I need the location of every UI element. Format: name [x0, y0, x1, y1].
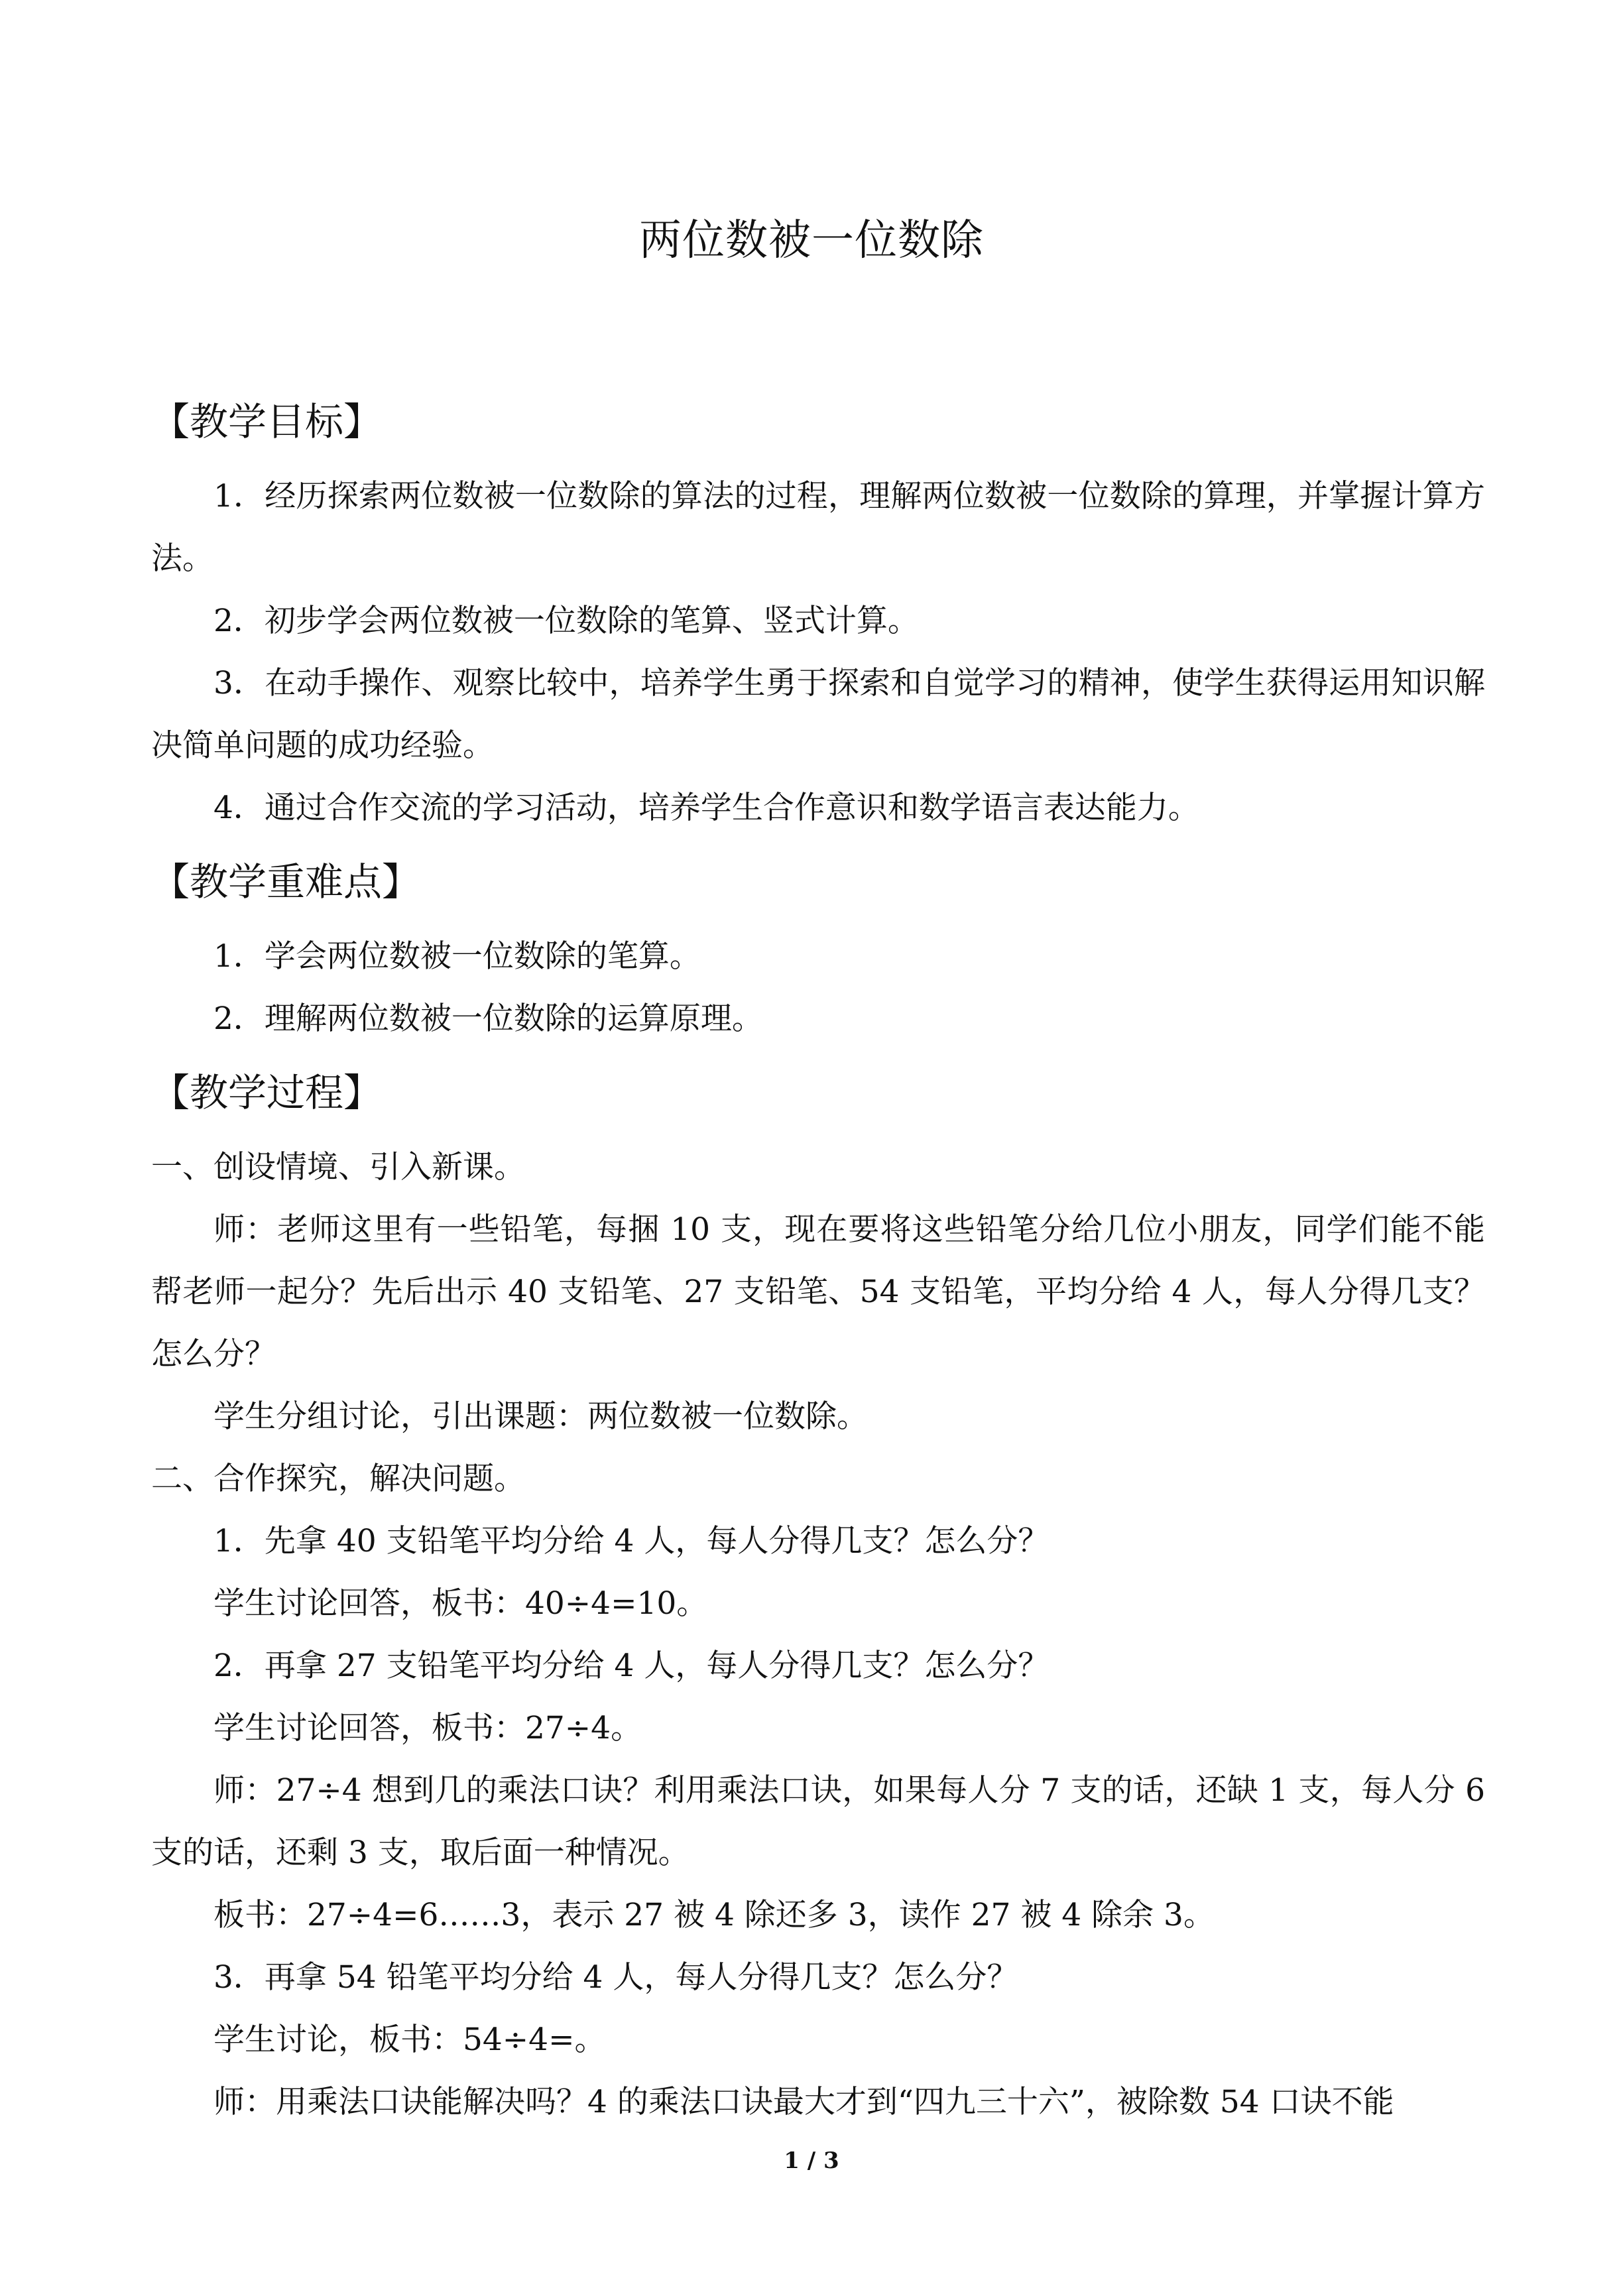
- process-paragraph: 学生分组讨论，引出课题：两位数被一位数除。: [213, 1398, 868, 1435]
- document-body: [151, 389, 1485, 2134]
- section-heading-keypoints: 【教学重难点】: [151, 859, 421, 904]
- process-paragraph: 师：27÷4 想到几的乘法口诀？利用乘法口诀，如果每人分 7 支的话，还缺 1 支，每人分 6 支的话，还剩 3 支，取后面一种情况。: [151, 1772, 1485, 1871]
- process-paragraph: 2．再拿 27 支铅笔平均分给 4 人，每人分得几支？怎么分？: [213, 1648, 1050, 1684]
- section-heading-process: 【教学过程】: [151, 1070, 383, 1115]
- process-paragraph: 3．再拿 54 铅笔平均分给 4 人，每人分得几支？怎么分？: [213, 1959, 1018, 1996]
- goal-item: 3．在动手操作、观察比较中，培养学生勇于探索和自觉学习的精神，使学生获得运用知识解决简单问题的成功经验。: [151, 665, 1485, 764]
- document-title: 两位数被一位数除: [639, 216, 984, 265]
- section-heading-goals: 【教学目标】: [151, 399, 383, 444]
- page-number: 1 / 3: [784, 2147, 839, 2174]
- goal-item: 1．经历探索两位数被一位数除的算法的过程，理解两位数被一位数除的算理，并掌握计算方法。: [151, 478, 1485, 577]
- process-part-title: 一、创设情境、引入新课。: [151, 1149, 525, 1185]
- goal-item: 2．初步学会两位数被一位数除的笔算、竖式计算。: [213, 603, 919, 639]
- process-paragraph: 学生讨论回答，板书：40÷4=10。: [213, 1585, 708, 1622]
- keypoint-item: 1．学会两位数被一位数除的笔算。: [213, 938, 701, 975]
- process-paragraph: 师：用乘法口诀能解决吗？4 的乘法口诀最大才到“四九三十六”，被除数 54 口诀不能: [213, 2084, 1394, 2120]
- process-paragraph: 师：老师这里有一些铅笔，每捆 10 支，现在要将这些铅笔分给几位小朋友，同学们能不能帮老师一起分？先后出示 40 支铅笔、27 支铅笔、54 支铅笔，平均分给 4 人，每人分得几支？怎么分？: [151, 1211, 1485, 1372]
- process-paragraph: 1．先拿 40 支铅笔平均分给 4 人，每人分得几支？怎么分？: [213, 1523, 1050, 1559]
- process-part-title: 二、合作探究，解决问题。: [151, 1461, 525, 1497]
- keypoint-item: 2．理解两位数被一位数除的运算原理。: [213, 1000, 763, 1037]
- goal-item: 4．通过合作交流的学习活动，培养学生合作意识和数学语言表达能力。: [213, 790, 1199, 826]
- process-paragraph: 学生讨论回答，板书：27÷4。: [213, 1710, 642, 1746]
- process-paragraph: 板书：27÷4=6‥‥‥3，表示 27 被 4 除还多 3，读作 27 被 4 除余 3。: [213, 1897, 1215, 1933]
- process-paragraph: 学生讨论，板书：54÷4=。: [213, 2022, 606, 2058]
